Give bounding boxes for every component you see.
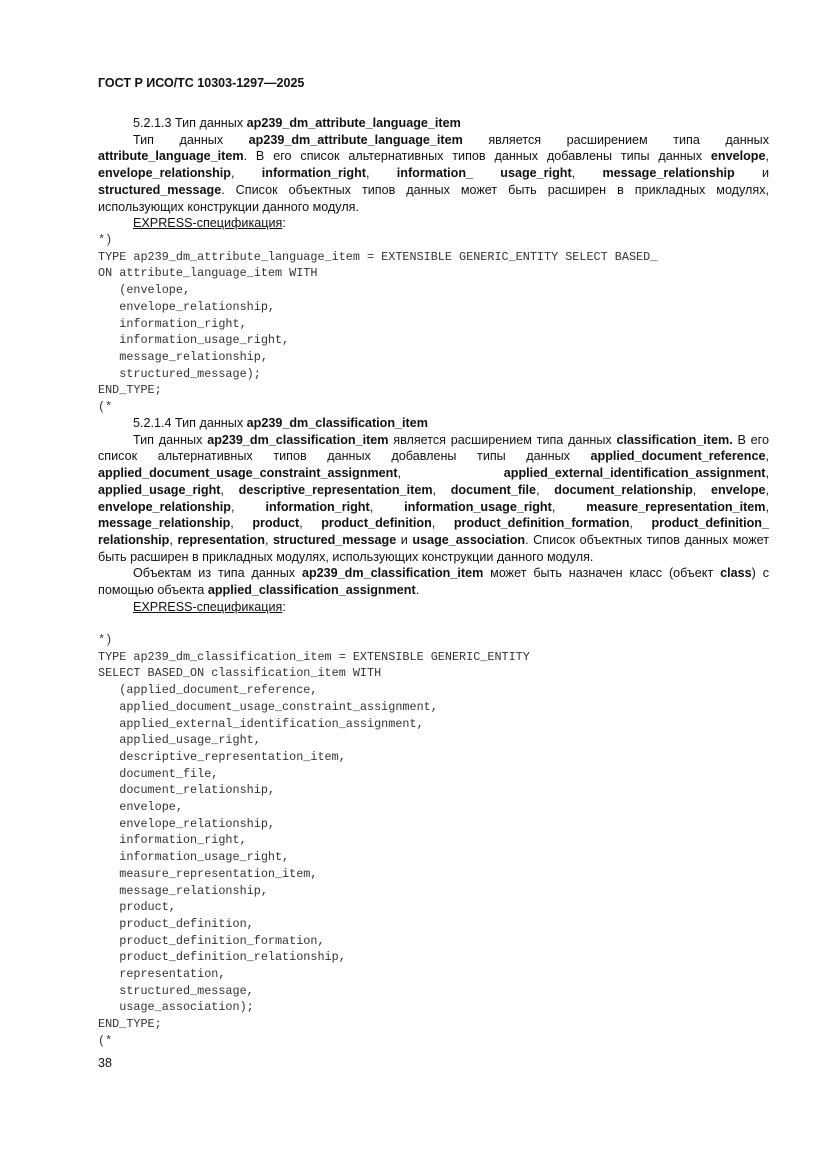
page-number: 38 (98, 1056, 112, 1070)
heading-type-name: ap239_dm_attribute_language_item (246, 116, 461, 130)
document-header: ГОСТ Р ИСО/ТС 10303-1297—2025 (98, 76, 305, 90)
section-5-2-1-4 (98, 415, 769, 615)
section-paragraph: Объектам из типа данных ap239_dm_classification_item может быть назначен класс (объект class) с помощью объекта applied_classification_assignment. (98, 566, 769, 598)
section-paragraph: Тип данных ap239_dm_classification_item является расширением типа данных classification_item. В его список альтернативных типов данных добавлены типы данных applied_document_reference, applied_document_usage_constraint_assignment, applied_external_identification_assignment, applied_usage_right, descriptive_representation_item, document_file, document_relationship, envelope, envelope_relationship, information_right, information_usage_right, measure_representation_item, message_relationship, product, product_definition, product_definition_formation, product_definition_ relationship, representation, structured_message и usage_association. Список объектных типов данных может быть расширен в прикладных модулях, использующих конструкции данного модуля. (98, 432, 770, 564)
express-spec-label: EXPRESS-спецификация: (133, 599, 286, 614)
heading-type-name: ap239_dm_classification_item (246, 416, 428, 430)
section-heading (98, 115, 769, 132)
express-code-block: *) TYPE ap239_dm_classification_item = EXTENSIBLE GENERIC_ENTITY SELECT BASED_ON classification_item WITH (applied_document_reference, applied_document_usage_constraint_assignment, applied_external_identification_assignment, applied_usage_right, descriptive_representation_item, document_file, document_relationship, envelope, envelope_relationship, information_right, information_usage_right, measure_representation_item, message_relationship, product, product_definition, product_definition_formation, product_definition_relationship, representation, structured_message, usage_association); END_TYPE; (* (98, 633, 530, 1048)
express-spec-label: EXPRESS-спецификация: (133, 216, 286, 231)
section-paragraph: Тип данных ap239_dm_attribute_language_item является расширением типа данных attribute_language_item. В его список альтернативных типов данных добавлены типы данных envelope, envelope_relationship, information_right, information_ usage_right, message_relationship и structured_message. Список объектных типов данных может быть расширен в прикладных модулях, использующих конструкции данного модуля. (98, 132, 770, 214)
section-heading (98, 415, 769, 432)
heading-number: 5.2.1.3 Тип данных (133, 116, 247, 130)
section-5-2-1-3 (98, 115, 769, 232)
heading-number: 5.2.1.4 Тип данных (133, 416, 247, 430)
express-code-block: *) TYPE ap239_dm_attribute_language_item = EXTENSIBLE GENERIC_ENTITY SELECT BASED_ ON attribute_language_item WITH (envelope, envelope_relationship, information_right, information_usage_right, message_relationship, structured_message); END_TYPE; (* (98, 233, 658, 415)
